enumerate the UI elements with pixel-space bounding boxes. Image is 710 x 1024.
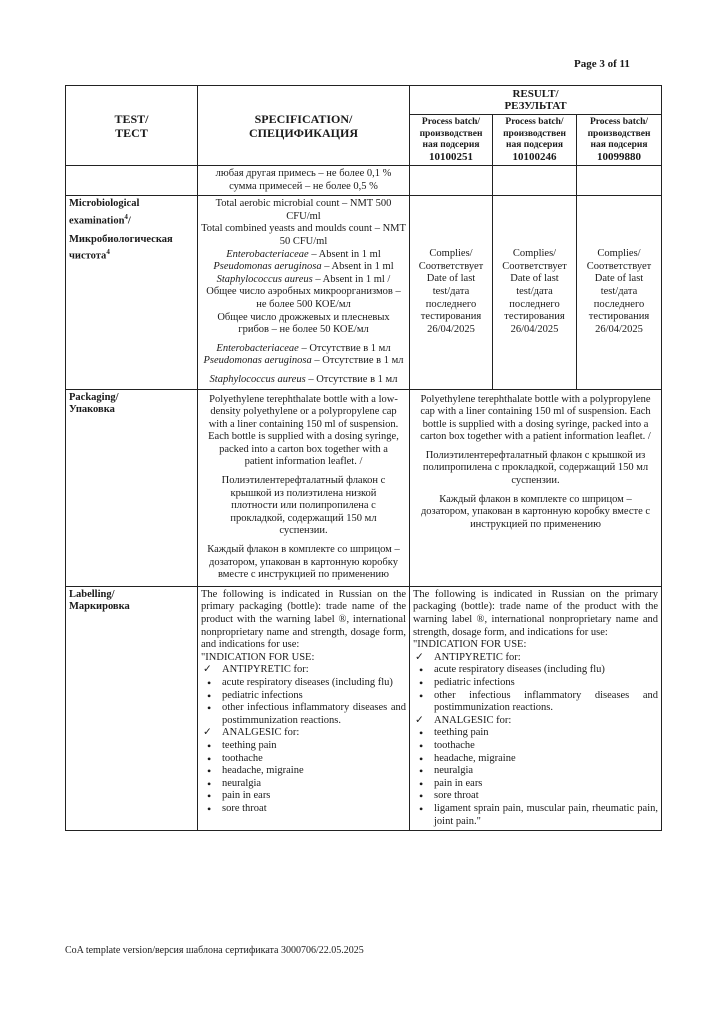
packaging-spec-ru-1: Полиэтилентерефталатный флакон с крышкой из полиэтилена низкой плотности или полипропилена с прокладкой, содержащий 150 мл суспензии. <box>221 475 386 537</box>
staph-limit: Staphylococcus aureus – Absent in 1 ml / <box>216 273 391 285</box>
bullet-icon: • <box>207 776 212 791</box>
bullet-icon: • <box>419 675 424 690</box>
tymc-limit-ru: Общее число дрожжевых и плесневых грибов – не более 50 КОЕ/мл <box>217 311 390 336</box>
spec-header-ru: СПЕЦИФИКАЦИЯ <box>248 125 358 140</box>
packaging-spec-en: Polyethylene terephthalate bottle with a low-density polyethylene or a polypropylene cap with a liner containing 150 ml of suspension. Each bottle is supplied with a dosing syringe, packed into a carton box together with a patient information leaflet. / <box>208 393 399 468</box>
packaging-result-en: Polyethylene terephthalate bottle with a polypropylene cap with a liner containing 150 ml of suspension. Each bottle is supplied with a dosing syringe, packed into a carton box together with a patient information leaflet. / <box>420 393 651 443</box>
spec-header-en: SPECIFICATION/ <box>254 111 353 126</box>
batch-header-2 <box>493 115 577 166</box>
result-header <box>410 86 662 115</box>
batch-header-1 <box>410 115 493 166</box>
list-item: • neuralgia <box>419 764 474 779</box>
batch-number: 10099880 <box>597 150 641 163</box>
micro-test-en: Microbiological examination$^4$/ <box>69 198 140 227</box>
labelling-test-cell <box>66 586 198 830</box>
batch-label-ru: производствен <box>503 128 566 139</box>
batch-number: 10100251 <box>429 150 473 163</box>
spec-header <box>198 86 410 166</box>
labelling-result-intro: The following is indicated in Russian on the primary packaging (bottle): trade name of the product with the warning label ®, international nonproprietary name and strength, dosage form, and indications for use: <box>413 588 659 638</box>
page-number: Page 3 of 11 <box>574 58 630 70</box>
list-item: • pain in ears <box>419 776 483 791</box>
tymc-limit: Total combined yeasts and moulds count – NMT 50 CFU/ml <box>201 223 406 247</box>
staph-limit-ru: Staphylococcus aureus – Отсутствие в 1 мл <box>209 373 398 385</box>
bullet-icon: • <box>419 764 424 779</box>
micro-row <box>66 196 662 389</box>
list-item: • pediatric infections <box>207 688 303 703</box>
list-item: • ligament sprain pain, muscular pain, rheumatic pain, joint pain." <box>419 801 659 827</box>
bullet-icon: • <box>207 764 212 779</box>
micro-result-2: Complies/ Соответствует Date of last test/дата последнего тестирования 26/04/2025 <box>493 196 577 389</box>
micro-test-ru: Микробиологическая чистота$^4$ <box>69 233 173 262</box>
analgesic-heading: ✓ ANALGESIC for: <box>415 714 512 726</box>
list-item: • pediatric infections <box>419 675 515 690</box>
test-header <box>66 86 198 166</box>
antipyretic-heading: ✓ ANTIPYRETIC for: <box>415 651 521 663</box>
tamc-limit: Total aerobic microbial count – NMT 500 CFU/ml <box>215 198 392 222</box>
bullet-icon: • <box>207 738 212 753</box>
spec-indication-list <box>201 664 406 815</box>
packaging-result-ru-1: Полиэтилентерефталатный флакон с крышкой из полипропилена с прокладкой, содержащий 150 мл суспензии. <box>422 449 649 487</box>
result-header-en: RESULT/ <box>512 88 559 100</box>
labelling-row <box>66 586 662 830</box>
continuation-result-1 <box>410 166 493 196</box>
packaging-result-cell <box>410 389 662 586</box>
bullet-icon: • <box>207 801 212 816</box>
batch-label-ru: производствен <box>587 128 651 139</box>
entero-limit-ru: Enterobacteriaceae – Отсутствие в 1 мл <box>216 342 391 354</box>
packaging-test-cell <box>66 389 198 586</box>
labelling-spec-intro: The following is indicated in Russian on the primary packaging (bottle): trade name of the product with the warning label ®, international nonproprietary name and strength, dosage form, and indications for use: <box>201 588 406 651</box>
continuation-result-2 <box>493 166 577 196</box>
batch-label: Process batch/ <box>505 117 564 127</box>
batch-header-3 <box>577 115 662 166</box>
continuation-test-cell <box>66 166 198 196</box>
list-item: • acute respiratory diseases (including flu) <box>419 663 605 678</box>
test-date: 26/04/2025 <box>510 323 559 335</box>
result-header-ru: РЕЗУЛЬТАТ <box>504 100 567 112</box>
bullet-icon: • <box>207 751 212 766</box>
batch-label-ru-2: ная подсерия <box>506 140 563 150</box>
impurity-any-line: любая другая примесь – не более 0,1 % <box>215 168 392 179</box>
list-item: • pain in ears <box>207 789 271 804</box>
test-date: 26/04/2025 <box>595 323 643 335</box>
result-indication-list <box>413 652 658 828</box>
bullet-icon: • <box>207 789 212 804</box>
packaging-spec-ru-2: Каждый флакон в комплекте со шприцом – дозатором, упакован в картонную коробку вместе с инструкцией по применению <box>207 544 400 581</box>
micro-test-cell <box>66 196 198 389</box>
bullet-icon: • <box>419 688 424 703</box>
bullet-icon: • <box>419 776 424 791</box>
bullet-icon: • <box>207 701 212 716</box>
packaging-test-en: Packaging/ <box>69 391 119 403</box>
continuation-spec-cell <box>198 166 410 196</box>
micro-result-1: Complies/ Соответствует Date of last test/дата последнего тестирования 26/04/2025 <box>410 196 493 389</box>
list-item: • other infectious inflammatory diseases and postimmunization reactions. <box>207 701 406 726</box>
bullet-icon: • <box>419 726 424 741</box>
pseudo-limit: Pseudomonas aeruginosa – Absent in 1 ml <box>213 261 394 273</box>
packaging-row <box>66 389 662 586</box>
list-item: • neuralgia <box>207 776 262 791</box>
labelling-test-en: Labelling/ <box>69 588 115 600</box>
batch-label-ru: производствен <box>419 128 483 139</box>
header-row <box>66 86 662 115</box>
continuation-result-3 <box>577 166 662 196</box>
labelling-spec-cell <box>198 586 410 830</box>
list-item: • headache, migraine <box>207 764 304 779</box>
list-item: • other infectious inflammatory diseases and postimmunization reactions. <box>419 688 659 714</box>
footer-template-version: CoA template version/версия шаблона сертификата 3000706/22.05.2025 <box>65 945 364 956</box>
antipyretic-heading: ✓ ANTIPYRETIC for: <box>203 664 309 676</box>
labelling-test-ru: Маркировка <box>69 601 130 613</box>
check-icon: ✓ <box>415 714 424 726</box>
tamc-limit-ru: Общее число аэробных микроорганизмов – не более 500 КОЕ/мл <box>206 286 401 310</box>
check-icon: ✓ <box>415 651 424 663</box>
list-item: • teething pain <box>207 738 277 753</box>
test-header-ru: ТЕСТ <box>115 125 148 140</box>
test-header-en: TEST/ <box>114 111 149 126</box>
indication-header: "INDICATION FOR USE: <box>201 651 315 663</box>
bullet-icon: • <box>419 738 424 753</box>
list-item: • headache, migraine <box>419 751 516 766</box>
list-item: • sore throat <box>419 789 479 804</box>
analgesic-heading: ✓ ANALGESIC for: <box>203 727 300 739</box>
micro-result-3: Complies/ Соответствует Date of last test/дата последнего тестирования 26/04/2025 <box>577 196 662 389</box>
labelling-result-cell <box>410 586 662 830</box>
batch-label-ru-2: ная подсерия <box>590 140 648 150</box>
list-item: • acute respiratory diseases (including flu) <box>207 675 393 690</box>
list-item: • teething pain <box>419 726 489 741</box>
batch-number: 10100246 <box>512 150 557 163</box>
continuation-row <box>66 166 662 196</box>
bullet-icon: • <box>419 751 424 766</box>
entero-limit: Enterobacteriaceae – Absent in 1 ml <box>226 248 381 260</box>
bullet-icon: • <box>207 688 212 703</box>
list-item: • toothache <box>419 738 475 753</box>
bullet-icon: • <box>419 801 424 816</box>
impurity-sum-line: сумма примесей – не более 0,5 % <box>229 180 378 192</box>
bullet-icon: • <box>419 789 424 804</box>
test-date: 26/04/2025 <box>427 323 475 335</box>
list-item: • sore throat <box>207 801 267 816</box>
batch-label: Process batch/ <box>421 117 481 127</box>
packaging-spec-cell <box>198 389 410 586</box>
list-item: • toothache <box>207 751 263 766</box>
batch-label-ru-2: ная подсерия <box>422 140 480 150</box>
bullet-icon: • <box>419 663 424 678</box>
bullet-icon: • <box>207 675 212 690</box>
packaging-result-ru-2: Каждый флакон в комплекте со шприцом – дозатором, упакован в картонную коробку вместе с инструкцией по применению <box>420 493 651 530</box>
batch-label: Process batch/ <box>589 117 649 127</box>
micro-spec-cell <box>198 196 410 389</box>
packaging-test-ru: Упаковка <box>69 404 115 416</box>
indication-header: "INDICATION FOR USE: <box>413 639 527 651</box>
coa-table <box>65 85 662 831</box>
check-icon: ✓ <box>203 727 212 739</box>
pseudo-limit-ru: Pseudomonas aeruginosa – Отсутствие в 1 мл <box>203 355 404 367</box>
check-icon: ✓ <box>203 664 212 676</box>
